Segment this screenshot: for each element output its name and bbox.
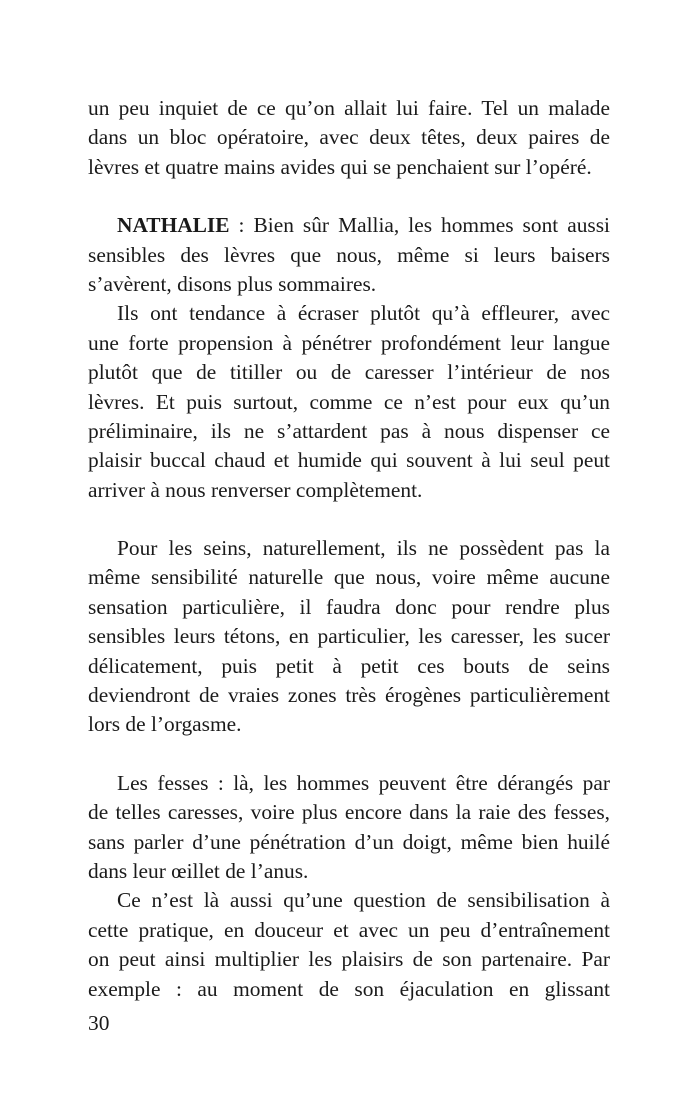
- text-line: dans leur œillet de l’anus.: [88, 858, 309, 883]
- text-line: délicatement, puis petit à petit ces bouts de seins: [88, 653, 610, 678]
- text-line: exemple : au moment de son éjaculation en glissant: [88, 976, 610, 1001]
- speaker-name: NATHALIE: [117, 213, 230, 238]
- text-line: sensibles des lèvres que nous, même si leurs baisers: [88, 242, 610, 267]
- dialogue-text: : Bien sûr Mallia, les hommes sont aussi: [229, 213, 610, 238]
- text-line: Les fesses : là, les hommes peuvent être dérangés par: [117, 770, 610, 795]
- text-line: lors de l’orgasme.: [88, 712, 242, 737]
- text-line: Ils ont tendance à écraser plutôt qu’à effleurer, avec: [117, 301, 610, 326]
- text-line: arriver à nous renverser complètement.: [88, 477, 423, 502]
- page-number: 30: [88, 1011, 110, 1035]
- text-line: une forte propension à pénétrer profondément leur langue: [88, 330, 610, 355]
- paragraph-6: [88, 886, 610, 1004]
- text-line: même sensibilité naturelle que nous, voire même aucune: [88, 565, 610, 590]
- text-line: Pour les seins, naturellement, ils ne possèdent pas la: [117, 536, 610, 561]
- text-line: sensibles leurs tétons, en particulier, les caresser, les sucer: [88, 624, 610, 649]
- text-line: on peut ainsi multiplier les plaisirs de son partenaire. Par: [88, 947, 610, 972]
- page-body: [88, 94, 610, 1004]
- paragraph-4: [88, 534, 610, 740]
- text-line: deviendront de vraies zones très érogènes particulièrement: [88, 683, 610, 708]
- text-line: s’avèrent, disons plus sommaires.: [88, 271, 377, 296]
- text-line: lèvres. Et puis surtout, comme ce n’est pour eux qu’un: [88, 389, 610, 414]
- text-line: plutôt que de titiller ou de caresser l’intérieur de nos: [88, 360, 610, 385]
- text-line: préliminaire, ils ne s’attardent pas à nous dispenser ce: [88, 418, 610, 443]
- text-line-dialogue-start: [88, 211, 610, 240]
- text-line: sensation particulière, il faudra donc pour rendre plus: [88, 594, 610, 619]
- text-line: un peu inquiet de ce qu’on allait lui faire. Tel un malade: [88, 96, 610, 120]
- text-line: lèvres et quatre mains avides qui se penchaient sur l’opéré.: [88, 154, 592, 179]
- paragraph-2-dialogue: [88, 211, 610, 299]
- text-line: de telles caresses, voire plus encore dans la raie des fesses,: [88, 800, 610, 825]
- paragraph-3: [88, 299, 610, 505]
- text-line: Ce n’est là aussi qu’une question de sensibilisation à: [117, 888, 610, 913]
- paragraph-5: [88, 769, 610, 887]
- paragraph-1: [88, 94, 610, 182]
- text-line: cette pratique, en douceur et avec un peu d’entraînement: [88, 917, 610, 942]
- text-line: plaisir buccal chaud et humide qui souvent à lui seul peut: [88, 448, 610, 473]
- text-line: sans parler d’une pénétration d’un doigt, même bien huilé: [88, 829, 610, 854]
- text-line: dans un bloc opératoire, avec deux têtes, deux paires de: [88, 125, 610, 150]
